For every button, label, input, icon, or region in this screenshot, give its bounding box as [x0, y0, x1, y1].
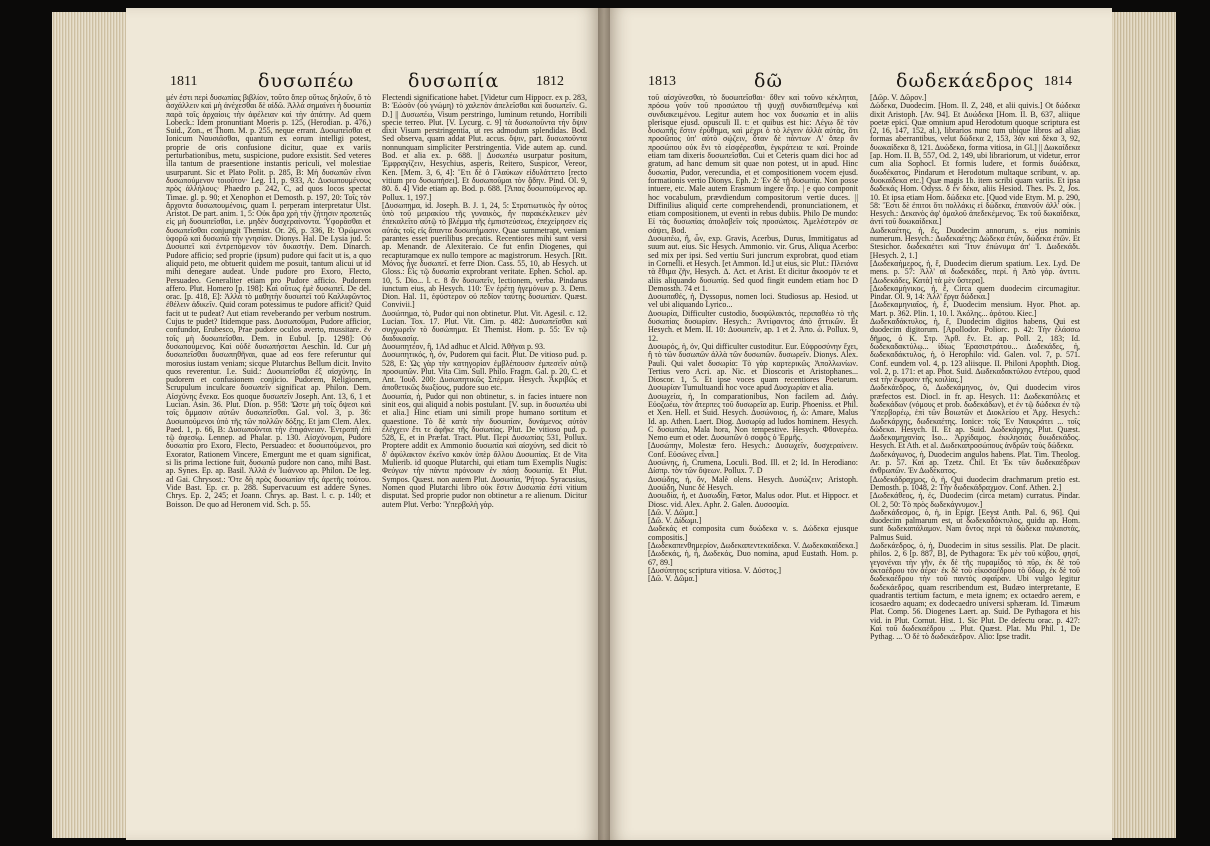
page-edges-left: [52, 12, 134, 838]
left-column-1: [166, 94, 371, 814]
left-column-2-text: Flectendi significatione habet. [Videtur cum Hippocr. ex p. 283, B: Ἑὼσὸν (οὐ γνώμη) τὸ χαλεπὸν ἀπελεῖσθαι καὶ δυσωπεῖν. G. D.] || Δυσωπέω, Visum perstringo, luminum retundo, Horribili specie terreo. Plut. [V. Lycurg. c. 9] τὰ δυσωποῦντα τὴν ὄψιν dixit Visum perstringentia, ut res admodum splendidas. Bod. Sed observa, quam addat Plut. accus. ὄψιν, part. δυσωποῦντα nonnunquam simpliciter Perstringentia. Vide autem ap. cund. Bod. et alia ex. p. 688. || Δυσωπέω usurpatur positum, Ἐμφραγίζειν, Hesychius, asperis, Reitero, Suspicor, Vereor, Ken. [Mem. 3, 6, 4]: Ἔτι δὲ ὁ Γλαύκων εἰδυλάττετο [recto vitium pro δυσωπήσει]. Et δυσωποῦμαι τὸν ᾅδην. Pind. Ol. 9, 80. δ. 4] Vide etiam ap. Bod. p. 688. [Ἅπας δυσωποῦμενος ap. Pollux. 1, 197.] [Δυσωπημα, id. Joseph. B. J. 1, 24, 5: Στρατιωτικὸς ἦν οὐτος ὑπὸ τοῦ μειρακίου τῆς γυναικὸς, ἣν παρακέκλεικεν μὲν ἐπεκαλεῖτο αὐτῷ τὸ βλέμμα τῆς ἐμπιστεύσεως, ἐπεχείρησεν εἰς αὐτὰς τοῖς εἰς ἄπαντα δυσωπήμασιν. Quae summetrapt, veniam parantes esset puerilibus precatis. Recentiores mihi sunt versi ap. Menandr. de Alexiteraio. Ce fut enfin Diogenes, qui recapturamque ex nullo tempore ac magistrorum. Hesych. [Rtt. Μόνος ἦγε δυσωπεῖ. et ferre Dion. Cass. 55, 10, ab Hesych. ut Gloss.: Εἰς τῷ δυσωπία exprobrant veritate. Ephen. Schol. ap. 10, 5. Dio... l. c. 8 ἄν δυσωπεῖν, lectionem, verba. Pindarus iunctum eius, ab Hesych. 110: Ἐν ἐρέτῃ ἡγεμόνων p. 3. Dem. Dion. Hal. 11, ἐφύστερον οὐ πεδίον ταύτης δυσωπίαν. Quæst. Convivii.] Δυσώπημα, τὸ, Pudor qui non obtinetur. Plut. Vit. Agesil. c. 12. Lucian. Tox. 17. Plut. Vit. Cim. p. 482: Δυσωπεῖσθαι καὶ συγχωρεῖν τὸ δυσώπημα. Et Themist. Hom. p. 55: Ἐν τῷ διαδικασίᾳ. Δυσωπητέον, ἢ, 1Ad adhuc et Alcid. Ἀθῆναι p. 93. Δυσωπητικός, ἡ, όν, Pudorem qui facit. Plut. De vitioso pud. p. 528, E: Ὡς γὰρ τὴν κατηγορίαν ἐμβλέπουσιν ἐμπεσεῖν αὐτῷ προσωπῶν. Plut. Vita Cim. Sull. Philo. Fragm. Gal. p. 20, C. et Ant. Ἰουδ. 200: Δυσωπητικῶς Σπέρμα. Hesych. Ἀκριβῶς et ἀποθετικῶς διωξίους, pudore suo etc. Δυσωπία, ἡ, Pudor qui non obtinetur, s. in facies intuere non sinit eos, qui aliquid a nobis postulant. [V. sup. in δυσωπέω ubi et alia.] Hinc etiam uni simili prope humano sortitum et quaestione. Τὸ δὲ κατὰ τὴν δυσωπίαν, δυνάμενος αὐτὸν ἐλέγχειν ἔτι τε ἀφῆκε τῆς δυσωπίας. Plut. De vitioso pud. p. 528, E, et in Præfat. Tract. Plut. Περὶ Δυσωπίας 531, Pollux. Proptere addit ex Ammonio δυσωπία καὶ αἰσχύνη, sed dicit τὸ δ' ἀφύλακτον ἐκεῖνο κακὸν ὑπὲρ ἄλλου Δυσωπίας. Et de Vita Mulierib. id quoque Plutarchi, qui etiam tum Exemplis Nugis: Φεύγων τὴν πάντα πρόνοιαν ἐν πάσῃ δυσωπίᾳ. Et Plut. Sympos. Quæst. non autem Plut. Δυσωπία, 'Ρήτορ. Syracusius, Nomen quod Plutarchi libro οὐκ ἔστιν Δυσωπία ἐστὶ vitium disputat. Sed proprie pudor non obtinetur a re alienum. Dicitur autem Plut. Verbo: Ὑπερβολὴ γὰρ.: [382, 94, 587, 509]
right-column-1: [648, 94, 858, 814]
left-column-1-text: μέν ἐστι περὶ δυσωπίας βιβλίον, τοῦτο ὅπερ οὕτως δηλοῦν, ὅ τὸ ἀσχάλλειν καὶ μὴ ἀνέχεσθαι δὲ αἰδῶ. Ἀλλὰ σημαίνει ἡ δυσωπία παρὰ τοῖς ἀρχαίοις τὴν ἀφέλειαν καὶ τὴν ἀπάτην. Ad quem Lobeck.: Idem pronuntiant Moeris p. 125, (Herodian. p. 476,) Suid., Zon., et Thom. M. p. 255, neque errant. Δυσωπεῖσθαι et Ionicum Ναυσιᾶσθαι, quantum ex eorum intelligi potest, proprie de oris confusione dicitur, quae ex variis perturbationibus, metu, suspicione, pudore exsistit. Sed veteres illa tantum de praesentione instantis periculi, vel molestiae usurparunt. Sic et Plato Polit. p. 285, B: Μὴ δυσωπῶν εἶναι δυσωπούμενον τοιοῦτον· Leg. 11, p. 933, A: Δυσωπουμένους πρὸς ἀλλήλους· Phaedro p. 242, C, ad quos locos spectat Timae. gl. p. 90; et Xenophon et Demosth. p. 197, 20: Τοῖς τὸν ἄρχοντα δυσωπουμένοις, quam I. perperam interpretatur Ulst. Aristot. De part. anim. 1, 5: Οὐκ ἄρα χρὴ τὴν ζήτησιν προπετῶς εἰς μὴ δυσωπεῖσθαι, i.e. μηδὲν δυσχεραίνοντα. Ὑφορᾶσθαι et δυσωπεῖσθαι conjungit Themist. Or. 26, p. 336, B: Ὁρώμενοι ὑφορῶ καὶ δυσωπῶ τὴν γνησίαν. Dionys. Hal. De Lysia jud. 5: Δυσωπεῖ καὶ ἐντρεπόμενον τὸν δικαστὴν. Dem. Dinarch. Pudore afficio; sed proprie (ipsum) pudore qui facit ut is, a quo aliquid peto, me obtuerit quidem me posuit, tantum alicui ut id mihi denegare audeat. Unde pudore pro Exoro, Flecto, Persuadeo. Generaliter etiam pro Pudore afficio. Pudorem affero. Plut. Homero [p. 198]: Καὶ οὕτως ἐμὲ δυσωπεῖ. De del. orac. [p. 418, E]: Ἀλλὰ τὸ μαθητὴν δυσωπεῖ τοῦ Καλλιφῶντος ἐθέλειν ἀδικεῖν. Quid coram potessimus te pudore afficit? Quid facit ut te pudeat? Aut etiam reveberando per verbum nostrum. Cujus te pudet? Itidemque pass. Δυσωποῦμαι, Pudore afficior, confundor, Erubesco, Prae pudore oculos averto, mussitare. ἐν τοῖς μὴ δυσωπεῖσθαι. Dem. in Eubul. [p. 1298]: Οὐ δυσωπούμενος. Καὶ οὐδὲ δυσωπήσεται Aeschin. Id. Cur μὴ δυσωπεῖσθαι δυσωπηθῆναι, quae ad eos fere referuntur qui morosius iustam veniam; sicque Plutarchus Bellum dicit. Invito quos reverentur. I.e. Suid.: Δυσωπεῖσθαι ἐξ αἰσχύνης. In pudorem et confusionem conjicio. Pudorem, Religionem, Scrupulum inculcare δυσωπεῖν significat ap. Philon. Dem. Αἰσχύνης ἕνεκα. Eos quoque δυσωπεῖν Joseph. Ant. 13, 6, 1 et Lucian. Asin. 36. Plut. Dion. p. 958: Ὥστε μὴ τοῖς ὄψεσι καὶ τοῖς ὄμμασιν αὐτῶν δυσωπεῖσθαι. Gal. vol. 3, p. 36: Δυσωπούμενοι ὑπὸ τῆς τῶν πολλῶν δόξης. Et jam Clem. Alex. Paed. 1, p. 66, B: Δυσωποῦνται τὴν ἐπιφάνειαν. Ἐντροπὴ ἐπὶ τῷ ἀφεσίῳ. Lennep. ad Phalar. p. 130. Αἰσχύνομαι, Pudore δυσωπία pro Exoro, Flecto, Persuadeo: et δυσωπούμενοι, pro Exorator, Rationem Vincere, Emergunt me et quam significat, si lis prima lectione fuit, δυσωπῶ pudore non cano, mihi Bast. ap. Synes. Ep. ap. Basil. Ἀλλὰ ἐν Ἰωάννου ap. Philon. De leg. ad Gai. Chrysost.: Ὅτε δὴ πρὸς δυσωπίαν τῆς ἀρετῆς τούτου. Vide Bast. Ep. cr. p. 288. Supervacuum est addere Synes. Chrys. Ep. 2, 245; et Joann. Chrys. ap. Bast. l. c. p. 140; et Boisson. De quo ad Heronem vid. Sch. p. 55.: [166, 94, 371, 509]
right-headword-left: δῶ: [754, 70, 783, 92]
right-headword-right: δωδεκάεδρος: [896, 70, 1035, 92]
left-page: [126, 8, 604, 840]
left-page-number-left: 1811: [170, 74, 198, 89]
left-column-2: [382, 94, 587, 814]
left-headword-right: δυσωπία: [408, 70, 500, 92]
right-column-2: [870, 94, 1080, 814]
left-headword-left: δυσωπέω: [258, 70, 355, 92]
page-edges-right: [1110, 12, 1176, 838]
left-page-number-right: 1812: [536, 74, 564, 89]
book-gutter: [598, 8, 610, 840]
right-column-1-text: τοῦ αἰσχύνεσθαι, τὸ δυσωπεῖσθαι· ὅθεν καὶ τοῦνο κέκληται, πρόσω γοῦν τοῦ προσώπου τῇ ψυχῇ συνδιατιθεμένῳ καὶ συνδιακειμένου. Legitur autem hoc vox δυσωπία et in aliis plerisque ejusd. opusculi II. t: et quibus est hic: Λέγω δὲ τὸν δυσωπῆς ἔστιν ἐρύθημα, καὶ μέχρι ὁ τὸ λέγειν ἀλλὰ αὐτὰς, ὅτι προσῶπος ὑπ' αὐτὸ σῴζειν, ὅταν δὲ πάντων Λ' ὅπερ ἄν προσώπου οὐκ ἔνι τὸ εἰσφέρεσθαι, ἐγκράτεια τε καί. Proinde etiam tam dixeris δυσωπεῖσθαι. Cui et Ceteris quam dici hoc ad gratum, ad hanc demum sit quae non potest, ut in apud. Hinc δυσωπία, Pudor, verecundia, et et compositionem vocem ejusd. formationis vertio Dionys. Eph. 2: Ἐν δὲ τῇ δυσωπίᾳ. Non posse intuere, etc. Male autem Erasmum ingere ἄτρ. | e quo componit hoc vocabulum, prævdiendum compositorum vertie duces. || Diffinilius aliquid certe comprehendendi, pronunciationem, et etiam compositionem, ut eventi in rebus dubiis. Philo De mundo: Εἰ τὰς δυσωπίας ἀπολαβεῖν τοῖς προσώποις. Ἀμελέστερόν σε σάψει, Bod. Δυσωπέω, ἢ, ὦν, exp. Gravis, Acerbus, Durus, Immitigatus ad suum aut. eius. Sic Hesych. Ammonio. vir. Grus, Aliqua Acerbo: sed mix per ipsi. Sed vertiu Suri juncrum exprobrat, quod etiam in Cornelli. et Hesych. [et Ammon. Id.] ut eius, sic Plut.: Πλειόνα τὰ ἔθιμα ζῆν, Hesych. Δ. Act. et Arist. Et dicitur ἄκοσμόν τε et aliis aliquando δυσωπίᾳ. Sed quod fingit eundem etiam hoc D Demossth. 74 et 1. Δυσωπαθές, ἡ, Dyssopus, nomen loci. Studiosus ap. Hesiod. ut vel ubi aliquando Lyrico... Δυσωρία, Difficulter custodio, δυσφύλακτός, περιπαθέω τὸ τῆς δυσωπίας δυσωρίαν. Hesych.: Ἀντίφαντος ἀπὸ ἄττικῶν. Et Hesych. et Mem. II. 10: Δυσωπεῖν, ap. 1 et 2. Ἀπο. ὦ. Pollux. 9, 12. Δυσωρός, ἡ, ὀν, Qui difficulter custoditur. Eur. Εὐφροσύνην ἔχει, ἣ τὸ τῶν δυσωπῶν ἀλλὰ τῶν δυσωπῶν. δυσωρεῖν. Dionys. Alex. Pauli. Qui valet δυσωρία: Τὸ γὰρ καρτερικῶς Ἀπολλωνίων. Tertius vero Acri. ap. Nic. et Dioscoris et Aristophanes... Dioscor. 1, 5. Et ipse voces quam recentiores Poetarum. Δυσωρίαν Tumultuandi hoc voce apud Δυσχωρίαν et alia. Δυσωχεία, ἡ, In comparationibus, Non facilem ad. Διάγ. Εὐοζωέω, τὸν ἄτερπες τοῦ δυσωρεῖα ap. Eurip. Phoeniss. et Phil. et Xen. Hell. et Suid. Hesych. Δυσώνοιος, ἡ, ὦ: Amare, Malus Id. ap. Athen. Laert. Diog. Δυσωρίᾳ ad ludos hominem. Hesych. C δυσωπέω, Mala hora, Non tempestive. Hesych. Φθονερέω. Nemo eum et oder. Δυσωπῶν ὁ σοφὸς ὁ Ἑρμῆς. [Δυσώπην, Molestæ fero. Hesych.: Δυσωχεῖν, δυσχεραίνειν. Conf. Εὐσώνες εἶναι.] Δυσώνης, ἡ, Crumena, Loculi. Bod. Ill. et 2; Id. In Herodiano: Δίσπρ. τὸν τῶν ὄψεων. Pollux. 7. D Δυσώδης, ἡ, ὅν, Malè olens. Hesych. Δυσώζειν; Aristoph. Δυσώδη, Nunc δὲ Hesych. Δυσωδία, ἡ, et Δυσωδίη, Fœtor, Malus odor. Plut. et Hippocr. et Diosc. vid. Alex. Aphr. 2. Galen. Δυσοσμία. [Δῶ. V. Δῶμα.] [Δῶ. V. Δίδωμι.] Δωδεκάς et composita cum δυώδεκα v. s. Δώδεκα ejusque compositis.] [Δωδεκαπενθημερίον, Δωδεκαπεντεκαίδεκα. V. Δωδεκακαίδεκα.] [Δωδεκάς, ἡ, ἡ, Δωδεκάς, Duo nomina, apud Eustath. Hom. p. 67, 89.] [Δυσύπητος scriptura vitiosa. V. Δύστος.] [Δῶ. V. Δῶμα.]: [648, 94, 858, 584]
right-page-number-left: 1813: [648, 74, 676, 89]
right-column-2-text: [Δῶρ. V. Δῶρον.] Δώδεκα, Duodecim. [Hom. Il. Z, 248, et alii quivis.] Ot δώδεκα dixit Aristoph. [Av. 94]. Et Δυώδεκα [Hom. Il. B, 637, aliique poetæ epici. Quæ omnium apud Herodotum quoque scriptura est (2, 16, 147, 152, al.), librarios nunc tum ubique libros ad alias formas aberrantibus, velut δώδεκα 2, 153, 3ἀν καὶ δὲκα 3, 92, δυωκαίδεκα 8, 121. Δυώδεκα, forma vitiosa, in Gl.] || Δωκαίδεκα [ap. Hom. II. B, 557, Od. 2, 149, ubi librariorum, ut videtur, error cum alia Sophocl. Et formis ludere, et formis δυώδεκα, δυωδέκατος, Pindarum et Herodotum multaque scribunt, v. ap. δυοκαίδεκα etc.] Quæ magis 1b. item scribi quam variis. Et ipsa δωδεκάς Hom. Odyss. δ ἐν δέκα, aliis Hesiod. Thes. Ps. 2, Jos. 10. Et ipsa etiam Hom. δώδεκα etc. [Quod vide Etym. M. p. 290, 58: Ἔστι δὲ ἐπιτοι ὅτι πολλάκις εἰ δώδεκα, ἐπαινοῦν ἀλλ' οὐκ. | Hesych.: Δεκανὸς ἀφ' ὁμαλοῦ ἀπεδεκέμενος. Ἐκ τοῦ δωκαίδεκα, ἀντὶ τοῦ δυωκαίδεκα.] Δωδεκαέτης, ἡ, ἔς, Duodecim annorum, s. ejus nominis numerum. Hesych.: Δωδεκαέτης: Δώδεκα ἐτῶν, δώδεκα ἐτῶν. Et Stesichor. δωδεκαέτει καὶ Ἴτυν ἐπώνυμα ἀπ' Ἰ. Δωδεκάδι. [Hesych. 2, 1.] [Δωδεκαήμερος, ἡ, ἔ, Duodecim dierum spatium. Lex. Lyd. De mens. p. 57: Ἀλλ' αἱ δωδεκάδες, περί. ἡ Ἀπὸ γὰρ. ἀντιτι. [Δωδεκάδες, Κατὰ] τὰ μὲν ὕστερα]. [Δωδεκαμήνικος, ἡ, ἔ, Circa quem duodecim circumagitur. Pindar. Ol. 9, 14: Ἀλλ' ἔργα δώδεκα.] [Δωδεκαμηνιαῖος, ἡ, ἔ, Duodecim mensium. Hyor. Phot. ap. Mart. p. 362. Plin. 1, 10. l. Ἀκόλης... ἀρότου. Kiec.] Δωδεκαδάκτυλος, ἡ, ἔ, Duodecim digitos habens, Qui est duodecim digitorum. [Apollodor. Poliorc. p. 42: Τὴν ἐλάσσω δῆμος, ὁ Κ. Στρ. Ἀρθ. ἔν. Et. ap. Poll. 2, 183; Id. δωδεκαδακτύλῳ... ἰδίως Ἐρασιστράτου... Δωδεκάδες, ἡ, δωδεκαδάκτυλος, ἡ, ὁ Herophilo: vid. Galen. vol. 7, p. 571. Conf. eundem vol. 4, p. 123 aliisque. II. Philoni Apophth. Diog. vol. 2, p. 171: et ap. Phot. Suid. Δωδεκαδακτύλου ἐντέρου, quod est τὴν ἔκφυσιν τῆς κοιλίας.] Δωδεκάεδρος, ὁ, Δωδεκάμηνος, ὀν, Qui duodecim viros præfectos est. Diocl. in fr. ap. Hesych. 11: Δωδεκαπόλεις et δωδεκάδων (νόμους et prob. δωδεκάδων), et ἐν τῷ δώδεκα ἐν τῷ Ὑπερβορέῳ, ἐπὶ τῶν Βοιωτῶν et Διοκλείου et Ἀρχ. Hesych.: Δωδεκάρχης, δωδεκαέτης. Ionice: τοῖς Ἐν Ναυκράτει ... τοῖς δώδεκα. Hesych. II. Et ap. Suid. Δωδεκάρχης, Plut. Quæst. Δωδεκαμηχανίας Iso... Ἀρχίδαμος. ἐκκλησιὰς δυωδεκάδος. Hesych. Et Ath. et al. Δωδεκαπροσώπους ἀνδρῶν τοὺς δώδεκα. Δωδεκάγωνος, ἡ, Duodecim angulos habens. Plat. Tim. Theolog. Ar. p. 57. Καὶ ap. Tzetz. Chil. Et Ἐκ τῶν δωδεκαέδρων ἀνθρωπῶν. Ἐν Δωδέκατος. [Δωδεκάδραχμος, ὁ, ἡ, Qui duodecim drachmarum pretio est. Demosth. p. 1048, 2: Τὴν δωδεκάδραχμον. Conf. Athen. 2.] [Δωδεκάθεος, ἡ, ἐς, Duodecim (circa metam) curratus. Pindar. Ol. 2, 50: Τὸ πρὸς δωδεκάγνυμον.] Δωδεκάδεσμος, ὁ, ἡ, in Epigr. [Eeyst Anth. Pal. 6, 96]. Qui duodecim palmarum est, ut δωδεκαδάκτυλος, quidu ap. Hom. sunt δωδεκαπάλαμον. Nam ὄντος περὶ τὰ δώδεκα παλαιστὰς, Palmus Suid. Δωδεκάεδρος, ὁ, ἡ, Duodecim in situs sessilis. Plat. De placit. philos. 2, 6 [p. 887, B], de Pythagora: Ἐκ μὲν τοῦ κύβου, φησί, γεγονέναι τὴν γῆν, ἐκ δὲ τῆς πυραμίδος τὸ πῦρ, ἐκ δὲ τοῦ ὀκταέδρου τὸν ἀέρα· ἐκ δὲ τοῦ εἰκοσαέδρου τὸ ὕδωρ, ἐκ δὲ τοῦ δωδεκαέδρου τὴν τοῦ παντὸς σφαῖραν. Ubi vulgo legitur δωδεκάεδρος, quam rescribendum est, Budæo interpretante, E quadrantis tertium factum, e meta ignem; ex octaedro aerem, e icosaedro aquam; ex dodecaedro universi sphæram. Id. Timæum Plat. Comp. 56. Diogenes Laert. ap. Suid. De Pythagora et his vid. in Plut. Cornut. Hist. 1. Sic Plut. De defectu orac. p. 427: Καὶ τοῦ δωδεκαέδρου ... Plut. Quæst. Plat. Mu Phil. 1, De Pythag. ... Ὁ δὲ τὸ δωδεκάεδρον. Alio: Ipse tradit.: [870, 94, 1080, 642]
right-page-number-right: 1814: [1044, 74, 1072, 89]
right-page: [604, 8, 1112, 840]
